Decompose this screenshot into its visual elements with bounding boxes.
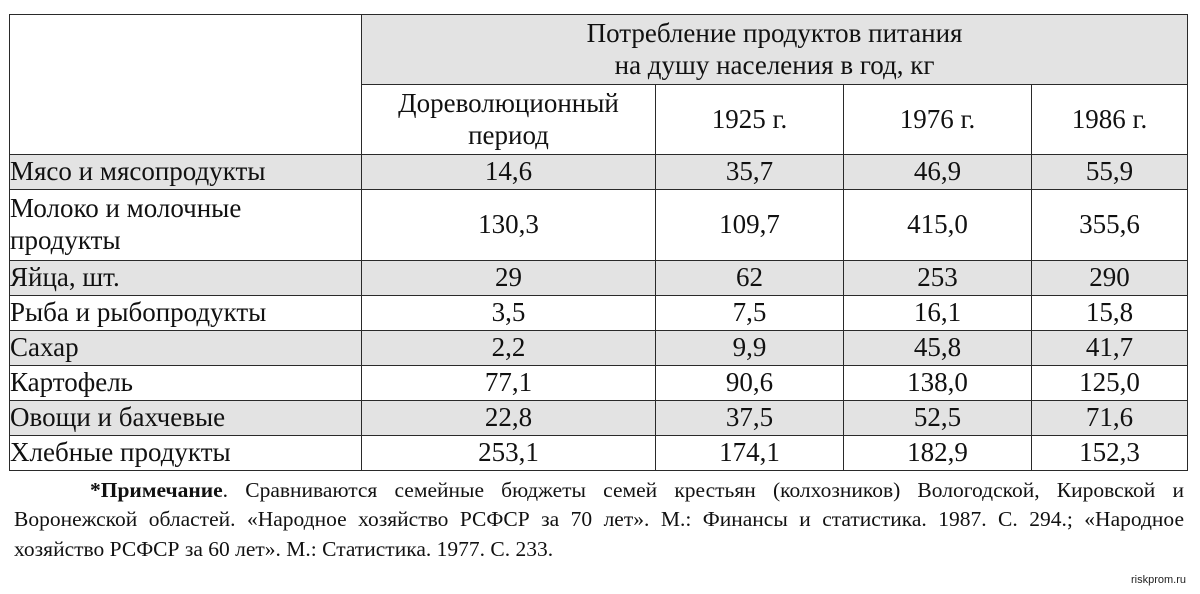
group-header-line-1: Потребление продуктов питания <box>586 17 963 48</box>
column-header-line-2: период <box>468 119 549 150</box>
footnote-text: . Сравниваются семейные бюджеты семей крестьян (колхозников) Вологодской, Кировской и Воронежской областей. «Народное хозяйство РСФСР за 70 лет». М.: Финансы и статистика. 1987. С. 294.; «Народное хозяйство РСФСР за 60 лет». М.: Статистика. 1977. С. 233. <box>14 478 1184 561</box>
cell-1986: 290 <box>1032 261 1188 296</box>
row-label-line-1: Сахар <box>10 332 79 363</box>
column-header-label: 1976 г. <box>899 103 976 134</box>
cell-1976: 45,8 <box>844 331 1032 366</box>
cell-1986: 71,6 <box>1032 401 1188 436</box>
row-label <box>10 261 362 296</box>
cell-1925: 37,5 <box>656 401 844 436</box>
row-label-line-2: продукты <box>10 225 121 255</box>
group-header <box>362 15 1188 85</box>
cell-1976: 415,0 <box>844 190 1032 261</box>
row-label-line-1: Картофель <box>10 367 133 398</box>
table-row <box>10 155 1188 190</box>
cell-1986: 55,9 <box>1032 155 1188 190</box>
row-label <box>10 296 362 331</box>
cell-1976: 182,9 <box>844 436 1032 471</box>
row-label <box>10 190 362 261</box>
row-label <box>10 436 362 471</box>
column-header-line-1: Дореволюционный <box>398 87 619 118</box>
corner-cell <box>10 15 362 155</box>
watermark: riskprom.ru <box>1130 574 1186 586</box>
cell-prerevolution: 14,6 <box>362 155 656 190</box>
column-header-label: 1925 г. <box>711 103 788 134</box>
food-consumption-table <box>9 14 1188 471</box>
footnote-paragraph <box>14 476 1184 564</box>
column-header-1925 <box>656 85 844 155</box>
cell-prerevolution: 3,5 <box>362 296 656 331</box>
cell-prerevolution: 77,1 <box>362 366 656 401</box>
footnote <box>14 476 1184 564</box>
cell-prerevolution: 130,3 <box>362 190 656 261</box>
cell-prerevolution: 29 <box>362 261 656 296</box>
cell-1986: 152,3 <box>1032 436 1188 471</box>
row-label-line-1: Молоко и молочные <box>10 193 242 224</box>
cell-1925: 90,6 <box>656 366 844 401</box>
cell-1986: 15,8 <box>1032 296 1188 331</box>
table-row <box>10 331 1188 366</box>
table-row <box>10 401 1188 436</box>
group-header-line-2: на душу населения в год, кг <box>614 49 935 80</box>
cell-1976: 46,9 <box>844 155 1032 190</box>
cell-1976: 253 <box>844 261 1032 296</box>
cell-1925: 9,9 <box>656 331 844 366</box>
column-header-1986 <box>1032 85 1188 155</box>
row-label-line-1: Яйца, шт. <box>10 262 120 293</box>
cell-1986: 125,0 <box>1032 366 1188 401</box>
cell-prerevolution: 253,1 <box>362 436 656 471</box>
cell-1925: 35,7 <box>656 155 844 190</box>
cell-1925: 62 <box>656 261 844 296</box>
cell-1976: 52,5 <box>844 401 1032 436</box>
column-header-prerevolution <box>362 85 656 155</box>
row-label <box>10 155 362 190</box>
table-row <box>10 296 1188 331</box>
cell-1925: 174,1 <box>656 436 844 471</box>
cell-1976: 16,1 <box>844 296 1032 331</box>
row-label-line-1: Мясо и мясопродукты <box>10 156 266 187</box>
row-label-line-1: Рыба и рыбопродукты <box>10 297 267 328</box>
row-label <box>10 366 362 401</box>
cell-1925: 7,5 <box>656 296 844 331</box>
cell-1976: 138,0 <box>844 366 1032 401</box>
footnote-label: *Примечание <box>90 478 223 502</box>
column-header-1976 <box>844 85 1032 155</box>
column-header-label: 1986 г. <box>1071 103 1148 134</box>
table-row <box>10 436 1188 471</box>
table-row <box>10 190 1188 261</box>
row-label <box>10 401 362 436</box>
cell-prerevolution: 22,8 <box>362 401 656 436</box>
row-label-line-1: Овощи и бахчевые <box>10 402 226 433</box>
table-row <box>10 261 1188 296</box>
cell-1925: 109,7 <box>656 190 844 261</box>
cell-1986: 355,6 <box>1032 190 1188 261</box>
cell-1986: 41,7 <box>1032 331 1188 366</box>
row-label <box>10 331 362 366</box>
cell-prerevolution: 2,2 <box>362 331 656 366</box>
table-row <box>10 366 1188 401</box>
row-label-line-1: Хлебные продукты <box>10 437 231 468</box>
